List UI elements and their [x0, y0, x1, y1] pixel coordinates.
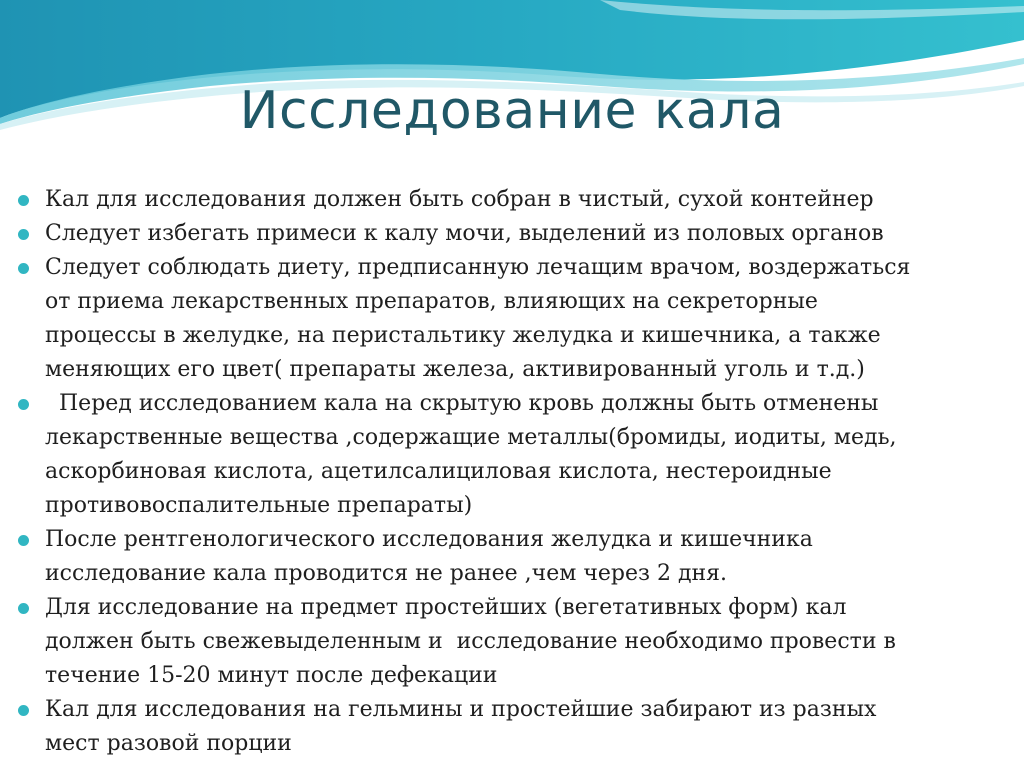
round-bullet-icon [18, 229, 29, 240]
list-item-text: Следует избегать примеси к калу мочи, выделений из половых органов [45, 221, 884, 246]
list-item [18, 693, 998, 761]
list-item-text: Следует соблюдать диету, предписанную лечащим врачом, воздержаться от приема лекарственных препаратов, влияющих на секреторные процессы в желудке, на перистальтику желудка и кишечника, а также меняющих его цвет( препараты железа, активированный уголь и т.д.) [45, 255, 911, 382]
list-item [18, 183, 998, 217]
list-item [18, 591, 998, 693]
round-bullet-icon [18, 195, 29, 206]
list-item-text: Для исследование на предмет простейших (вегетативных форм) кал должен быть свежевыделенным и исследование необходимо провести в течение 15-20 минут после дефекации [45, 595, 896, 688]
list-item-text: Кал для исследования на гельмины и простейшие забирают из разных мест разовой порции [45, 697, 877, 756]
round-bullet-icon [18, 535, 29, 546]
round-bullet-icon [18, 263, 29, 274]
list-item [18, 217, 998, 251]
round-bullet-icon [18, 399, 29, 410]
list-item [18, 387, 998, 523]
list-item-text: Кал для исследования должен быть собран в чистый, сухой контейнер [45, 187, 874, 212]
list-item [18, 523, 998, 591]
bullet-list [18, 183, 998, 761]
slide-title: Исследование кала [239, 81, 785, 141]
list-item [18, 251, 998, 387]
round-bullet-icon [18, 705, 29, 716]
round-bullet-icon [18, 603, 29, 614]
list-item-text: Перед исследованием кала на скрытую кровь должны быть отменены лекарственные вещества ,содержащие металлы(бромиды, иодиты, медь, аскорбиновая кислота, ацетилсалициловая кислота, нестероидные противовоспалительные препараты) [45, 391, 897, 518]
list-item-text: После рентгенологического исследования желудка и кишечника исследование кала проводится не ранее ,чем через 2 дня. [45, 527, 813, 586]
